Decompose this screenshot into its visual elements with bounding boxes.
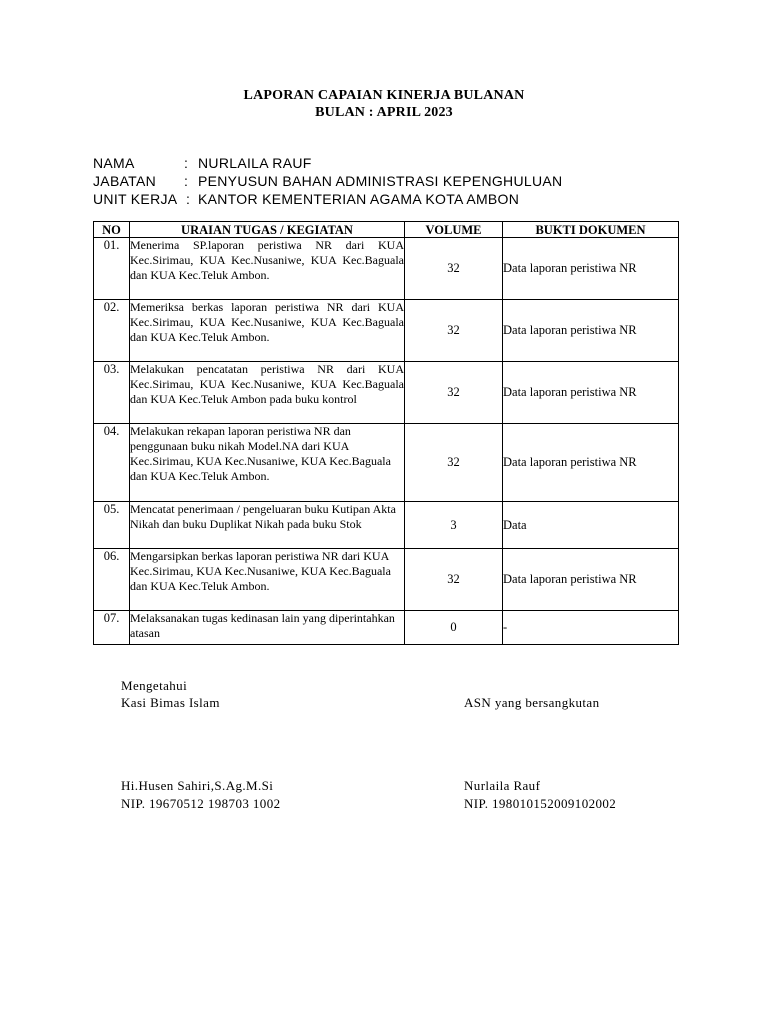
identity-name-row — [93, 154, 562, 172]
supervisor-title: Kasi Bimas Islam — [121, 695, 220, 710]
row-task: Melakukan rekapan laporan peristiwa NR dan penggunaan buku nikah Model.NA dari KUA Kec.Sirimau, KUA Kec.Nusaniwe, KUA Kec.Baguala dan KUA Kec.Teluk Ambon. — [130, 424, 405, 502]
row-task: Melakukan pencatatan peristiwa NR dari KUA Kec.Sirimau, KUA Kec.Nusaniwe, KUA Kec.Baguala dan KUA Kec.Teluk Ambon pada buku kontrol — [130, 362, 405, 424]
table-row — [94, 362, 679, 424]
row-evidence: Data laporan peristiwa NR — [503, 300, 679, 362]
row-evidence: Data laporan peristiwa NR — [503, 424, 679, 502]
row-number: 01. — [94, 238, 130, 300]
employee-signature-title: ASN yang bersangkutan — [464, 695, 600, 710]
row-volume: 32 — [405, 300, 503, 362]
table-row — [94, 611, 679, 645]
header-evidence: BUKTI DOKUMEN — [503, 222, 679, 238]
row-volume: 32 — [405, 424, 503, 502]
header-no: NO — [94, 222, 130, 238]
identity-position-row — [93, 172, 562, 190]
row-number: 04. — [94, 424, 130, 502]
acknowledged-label: Mengetahui — [121, 678, 188, 693]
header-volume: VOLUME — [405, 222, 503, 238]
performance-table — [93, 221, 679, 645]
identity-label: NAMA — [93, 155, 135, 171]
header-task: URAIAN TUGAS / KEGIATAN — [130, 222, 405, 238]
row-volume: 0 — [405, 611, 503, 645]
row-task: Menerima SP.laporan peristiwa NR dari KUA Kec.Sirimau, KUA Kec.Nusaniwe, KUA Kec.Baguala dan KUA Kec.Teluk Ambon. — [130, 238, 405, 300]
identity-separator: : — [186, 191, 191, 207]
row-number: 03. — [94, 362, 130, 424]
row-task: Memeriksa berkas laporan peristiwa NR dari KUA Kec.Sirimau, KUA Kec.Nusaniwe, KUA Kec.Baguala dan KUA Kec.Teluk Ambon. — [130, 300, 405, 362]
row-volume: 32 — [405, 549, 503, 611]
row-number: 06. — [94, 549, 130, 611]
supervisor-nip: NIP. 19670512 198703 1002 — [121, 796, 281, 811]
table-row — [94, 424, 679, 502]
identity-separator: : — [184, 173, 189, 189]
row-task: Mencatat penerimaan / pengeluaran buku Kutipan Akta Nikah dan buku Duplikat Nikah pada buku Stok — [130, 502, 405, 549]
employee-nip: NIP. 198010152009102002 — [464, 796, 617, 811]
row-task: Mengarsipkan berkas laporan peristiwa NR dari KUA Kec.Sirimau, KUA Kec.Nusaniwe, KUA Kec.Baguala dan KUA Kec.Teluk Ambon. — [130, 549, 405, 611]
row-number: 02. — [94, 300, 130, 362]
identity-label: JABATAN — [93, 173, 157, 189]
identity-block — [93, 154, 562, 208]
row-number: 07. — [94, 611, 130, 645]
row-evidence: Data — [503, 502, 679, 549]
row-evidence: - — [503, 611, 679, 645]
identity-separator: : — [184, 155, 189, 171]
row-task: Melaksanakan tugas kedinasan lain yang diperintahkan atasan — [130, 611, 405, 645]
identity-label: UNIT KERJA — [93, 191, 178, 207]
table-row — [94, 300, 679, 362]
report-title: LAPORAN CAPAIAN KINERJA BULANAN — [243, 88, 525, 103]
identity-unit-row — [93, 190, 562, 208]
row-volume: 32 — [405, 238, 503, 300]
report-period: BULAN : APRIL 2023 — [315, 105, 453, 120]
identity-value: PENYUSUN BAHAN ADMINISTRASI KEPENGHULUAN — [198, 173, 563, 189]
row-evidence: Data laporan peristiwa NR — [503, 362, 679, 424]
row-evidence: Data laporan peristiwa NR — [503, 549, 679, 611]
identity-value: NURLAILA RAUF — [198, 155, 312, 171]
table-row — [94, 549, 679, 611]
table-row — [94, 238, 679, 300]
row-volume: 32 — [405, 362, 503, 424]
employee-name: Nurlaila Rauf — [464, 778, 541, 793]
table-header-row — [94, 222, 679, 238]
row-number: 05. — [94, 502, 130, 549]
supervisor-name: Hi.Husen Sahiri,S.Ag.M.Si — [121, 778, 274, 793]
row-evidence: Data laporan peristiwa NR — [503, 238, 679, 300]
row-volume: 3 — [405, 502, 503, 549]
table-row — [94, 502, 679, 549]
identity-value: KANTOR KEMENTERIAN AGAMA KOTA AMBON — [198, 191, 520, 207]
